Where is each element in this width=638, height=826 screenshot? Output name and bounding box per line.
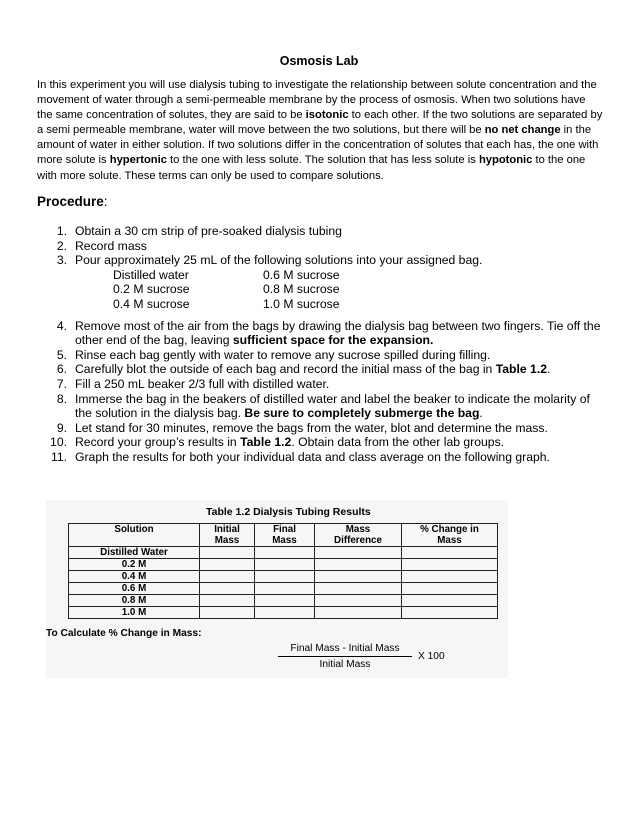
results-table-image: [46, 500, 508, 678]
procedure-step: 10. Record your group’s results in Table 1.2. Obtain data from the other lab groups.: [50, 435, 505, 450]
solution-item: 0.2 M sucrose: [113, 282, 190, 297]
row-solution: 0.8 M: [69, 595, 200, 607]
table-header-row: [69, 524, 498, 547]
table-row: [69, 595, 498, 607]
table-row: [69, 571, 498, 583]
row-solution: Distilled Water: [69, 547, 200, 559]
blank-cell: [255, 583, 315, 595]
solution-item: Distilled water: [113, 267, 189, 282]
blank-cell: [200, 595, 255, 607]
blank-cell: [255, 607, 315, 619]
row-solution: 1.0 M: [69, 607, 200, 619]
blank-cell: [402, 583, 498, 595]
row-solution: 0.4 M: [69, 571, 200, 583]
solution-list: [37, 268, 607, 312]
intro-text: to the one with less solute. The solution that has less solute is: [166, 154, 479, 167]
percent-change-formula: [278, 643, 412, 670]
table-row: [69, 559, 498, 571]
procedure-step: 11. Graph the results for both your individual data and class average on the following graph.: [50, 449, 550, 464]
blank-cell: [402, 595, 498, 607]
procedure-step: 5. Rinse each bag gently with water to remove any sucrose spilled during filling.: [56, 347, 491, 362]
row-solution: 0.2 M: [69, 559, 200, 571]
procedure-step: 2. Record mass: [56, 238, 147, 253]
term-hypotonic: hypotonic: [478, 154, 533, 167]
blank-cell: [315, 547, 402, 559]
blank-cell: [200, 607, 255, 619]
blank-cell: [402, 547, 498, 559]
solution-item: 1.0 M sucrose: [263, 296, 340, 311]
blank-cell: [200, 583, 255, 595]
table-row: [69, 583, 498, 595]
blank-cell: [315, 559, 402, 571]
blank-cell: [402, 559, 498, 571]
procedure-step: 6. Carefully blot the outside of each bag and record the initial mass of the bag in Table 1.2.: [56, 362, 551, 377]
blank-cell: [255, 571, 315, 583]
blank-cell: [315, 571, 402, 583]
intro-text: in the amount of water in either solution. If two solutions differ in the concentration of solutes that each has, the one with more solute is: [37, 124, 599, 167]
procedure-step: 9. Let stand for 30 minutes, remove the bags from the water, blot and determine the mass.: [56, 420, 548, 435]
blank-cell: [402, 607, 498, 619]
intro-text: In this experiment you will use dialysis tubing to investigate the relationship between solute concentration and the movement of water through a semi-permeable membrane by the process of osmosis. When two solutions have the same concentration of solutes, they are said to be: [37, 79, 597, 122]
formula-denominator: Initial Mass: [319, 659, 371, 670]
formula-multiplier: X 100: [418, 651, 445, 662]
procedure-step: 1. Obtain a 30 cm strip of pre-soaked dialysis tubing: [56, 224, 342, 238]
header-solution: Solution: [69, 524, 200, 547]
procedure-step: 8. Immerse the bag in the beakers of distilled water and label the beaker to indicate the molarity of the solution in the dialysis bag. Be sure to completely submerge the bag.: [56, 391, 590, 421]
blank-cell: [315, 595, 402, 607]
header-final-mass: Final Mass: [255, 524, 315, 547]
blank-cell: [315, 607, 402, 619]
formula-numerator: Final Mass - Initial Mass: [278, 643, 412, 657]
procedure-list: [37, 224, 607, 465]
header-mass-difference: Mass Difference: [315, 524, 402, 547]
blank-cell: [200, 571, 255, 583]
term-no-net-change: no net change: [484, 124, 561, 137]
results-table: [68, 523, 498, 619]
blank-cell: [200, 559, 255, 571]
table-row: [69, 547, 498, 559]
page-title: Osmosis Lab: [279, 54, 359, 68]
header-initial-mass: Initial Mass: [200, 524, 255, 547]
solution-item: 0.6 M sucrose: [263, 267, 340, 282]
blank-cell: [200, 547, 255, 559]
procedure-step: 3. Pour approximately 25 mL of the following solutions into your assigned bag.: [56, 253, 483, 268]
procedure-step: 4. Remove most of the air from the bags by drawing the dialysis bag between two fingers. Tie off the other end of the bag, leaving sufficient space for the expansion.: [56, 318, 601, 348]
blank-cell: [255, 595, 315, 607]
term-isotonic: isotonic: [305, 109, 349, 122]
table-row: [69, 607, 498, 619]
intro-paragraph: [37, 78, 603, 184]
blank-cell: [255, 559, 315, 571]
procedure-step: 7. Fill a 250 mL beaker 2/3 full with distilled water.: [56, 376, 330, 391]
header-percent-change: % Change in Mass: [402, 524, 498, 547]
table-caption: Table 1.2 Dialysis Tubing Results: [206, 506, 371, 518]
procedure-heading: Procedure:: [37, 194, 108, 209]
solution-item: 0.4 M sucrose: [113, 296, 190, 311]
blank-cell: [315, 583, 402, 595]
blank-cell: [255, 547, 315, 559]
term-hypertonic: hypertonic: [109, 154, 167, 167]
solution-item: 0.8 M sucrose: [263, 282, 340, 297]
intro-text: to each other. If the two solutions are separated by a semi permeable membrane, water will move between the two solutions, but there will be: [37, 109, 603, 137]
blank-cell: [402, 571, 498, 583]
calc-label: To Calculate % Change in Mass:: [46, 628, 202, 639]
row-solution: 0.6 M: [69, 583, 200, 595]
intro-text: to the one with more solute. These terms can only be used to compare solutions.: [37, 154, 586, 182]
